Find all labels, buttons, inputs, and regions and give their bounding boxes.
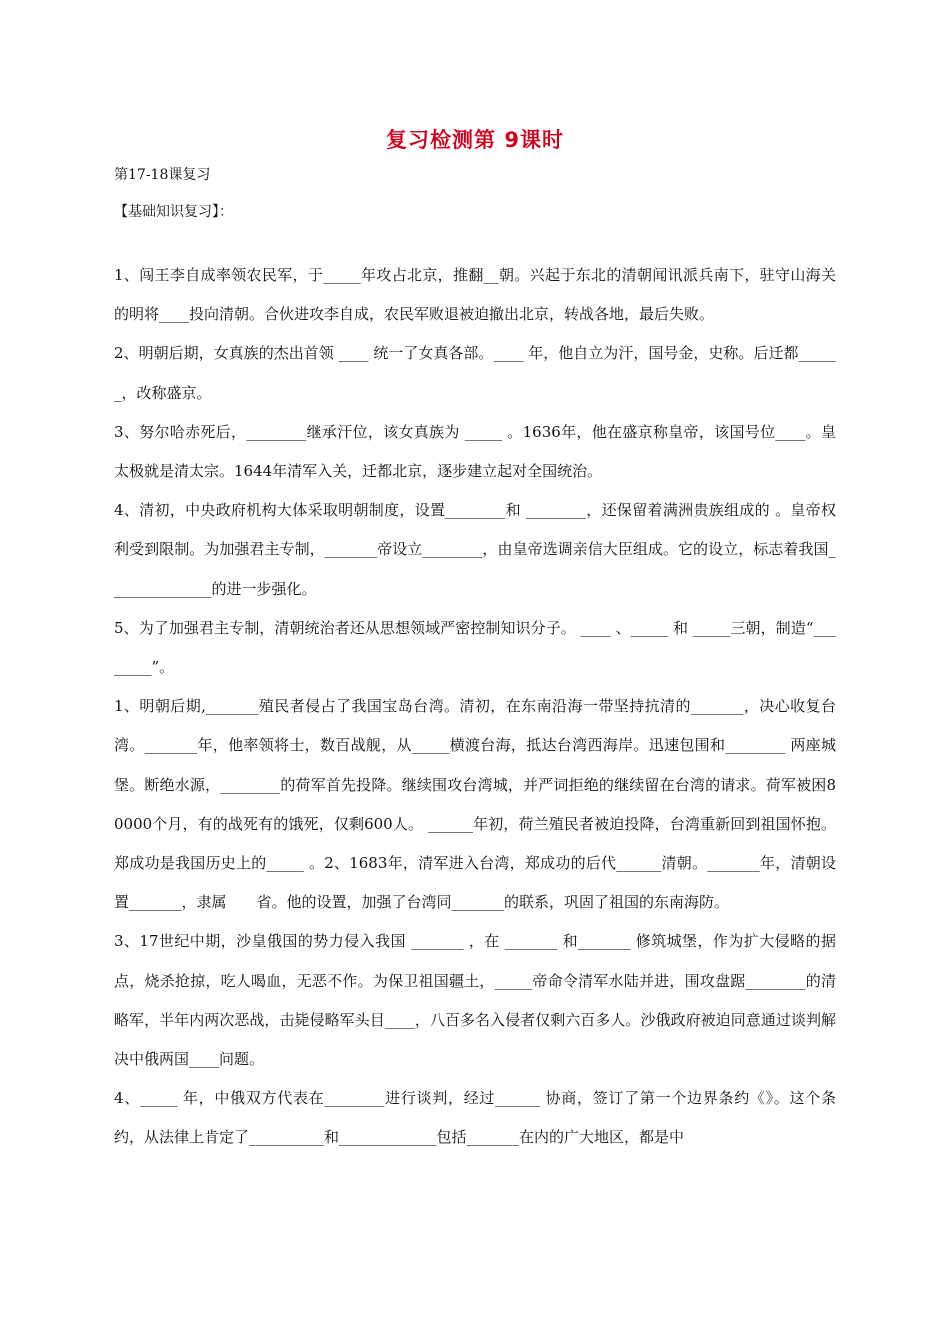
paragraph-5: 5、为了加强君主专制，清朝统治者还从思想领域严密控制知识分子。 ____ 、_____ 和 _____三朝，制造“________”。 (114, 618, 836, 677)
section-header: 【基础知识复习】： (114, 204, 233, 220)
paragraph-7: 3、17世纪中期，沙皇俄国的势力侵入我国 _______ ，在 _______ 和_______ 修筑城堡，作为扩大侵略的据点，烧杀抢掠，吃人喝血，无恶不作。为保卫祖国疆土，_____帝命令清军水陆并进，围攻盘踞________的清略军，半年内两次恶战，击毙侵略军头目____，八百多名入侵者仅剩六百多人。沙俄政府被迫同意通过谈判解决中俄两国____问题。 (114, 932, 836, 1069)
lesson-subtitle: 第17-18课复习 (114, 167, 211, 183)
document-body (114, 256, 836, 1158)
paragraph-3: 3、努尔哈赤死后，________继承汗位，该女真族为 _____ 。1636年，他在盛京称皇帝，该国号位____。皇太极就是清太宗。1644年清军入关，迁都北京，逐步建立起对全国统治。 (114, 422, 836, 481)
paragraph-4: 4、清初，中央政府机构大体采取明朝制度，设置________和 ________，还保留着满洲贵族组成的 。皇帝权利受到限制。为加强君主专制，_______帝设立________，由皇帝选调亲信大臣组成。它的设立，标志着我国______________的进一步强化。 (114, 501, 836, 598)
paragraph-6: 1、明朝后期,_______殖民者侵占了我国宝岛台湾。清初，在东南沿海一带坚持抗清的_______，决心收复台湾。_______年，他率领将士，数百战舰，从_____横渡台海，抵达台湾西海岸。迅速包围和________ 两座城堡。断绝水源，________的荷军首先投降。继续围攻台湾城，并严词拒绝的继续留在台湾的请求。荷军被困80000个月，有的战死有的饿死，仅剩600人。 ______年初，荷兰殖民者被迫投降，台湾重新回到祖国怀抱。郑成功是我国历史上的_____ 。2、1683年，清军进入台湾，郑成功的后代______清朝。_______年，清朝设置_______，隶属 省。他的设置，加强了台湾同_______的联系，巩固了祖国的东南海防。 (114, 697, 836, 912)
paragraph-2: 2、明朝后期，女真族的杰出首领 ____ 统一了女真各部。____ 年，他自立为汗，国号金，史称。后迁都______，改称盛京。 (114, 344, 836, 402)
page-title: 复习检测第 9课时 (386, 128, 564, 152)
paragraph-8: 4、_____ 年，中俄双方代表在________进行谈判，经过______ 协商，签订了第一个边界条约《》。这个条约，从法律上肯定了__________和_____________包括_______在内的广大地区，都是中 (114, 1089, 836, 1147)
paragraph-1: 1、闯王李自成率领农民军，于_____年攻占北京，推翻__朝。兴起于东北的清朝闻讯派兵南下，驻守山海关的明将____投向清朝。合伙进攻李自成，农民军败退被迫撤出北京，转战各地，最后失败。 (114, 266, 836, 324)
